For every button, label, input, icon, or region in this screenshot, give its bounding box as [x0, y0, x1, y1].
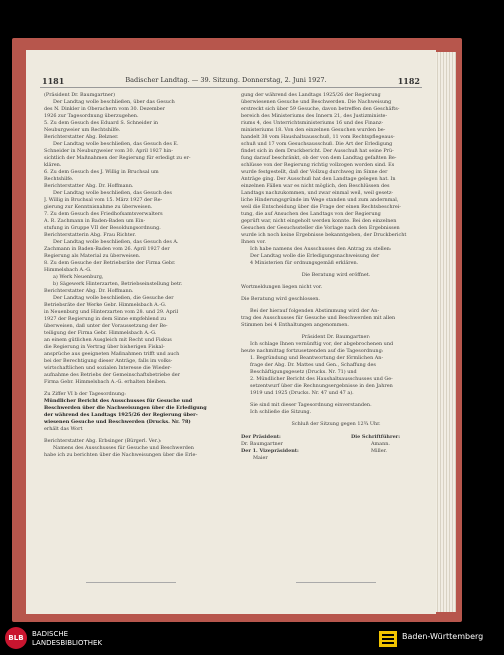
right-column-line: Ich schlage Ihnen vernünftig vor, der abgebrochenen und [250, 341, 394, 347]
left-column-line: 1927 der Regierung in dem Sinne empfehlend zu [44, 316, 167, 322]
signature-right-name: Amann. [371, 441, 390, 447]
right-column-line: Die Beratung wird geschlossen. [241, 296, 320, 302]
left-column-line: 5. Zu dem Gesuch des Eduard S. Schneider in [44, 120, 159, 126]
left-column-line: habe ich zu berichten über die Nachweisungen über die Erle- [44, 452, 198, 458]
page-edges [434, 52, 456, 612]
left-column-line: Mündlicher Bericht des Ausschusses für Gesuche und [44, 398, 193, 404]
right-column-line: Anträge ging. Der Ausschuß hat den Landtage gelegen hat. In [241, 176, 396, 182]
right-column-line: Der Landtag wolle die Erledigungsnachweisung der [250, 253, 380, 259]
left-column-line: Berichterstatter Abg. Erbsinger (Bürgerl. Ver.): [44, 438, 162, 444]
right-column-line: geprüft war, nicht eingeholt werden konnte. Bei den einzelnen [241, 218, 397, 224]
right-column-line: Schluß der Sitzung gegen 12¾ Uhr. [291, 421, 381, 427]
right-column-line: liche Hinderungsgründe im Wege standen und zum andernmal, [241, 197, 399, 203]
left-column-line: a) Werk Neuenburg, [53, 274, 104, 280]
left-column-line: 6. Zu dem Gesuch des J. Willig in Bruchsal um [44, 169, 159, 175]
left-column-line: Zachmann in Baden-Baden vom 26. April 1927 der [44, 246, 170, 252]
right-column-line: Ich habe namens des Ausschusses den Antrag zu stellen: [250, 246, 392, 252]
right-column-line: setzentwurf über die Rechnungsergebnisse in den Jahren [250, 383, 393, 389]
document-page [26, 50, 436, 614]
left-column-line: Betriebsräte der Werke Gebr. Himmelsbach A.-G. [44, 302, 167, 308]
right-column-line: 2. Mündlicher Bericht des Haushaltsausschusses und Ge- [250, 376, 393, 382]
left-column-line: Berichterstatter Abg. Dr. Hoffmann. [44, 288, 134, 294]
signature-left-title: Der Präsident: [241, 434, 281, 440]
left-column-line: Der Landtag wolle beschließen, das Gesuch des [53, 190, 172, 196]
right-column-line: findet sich in dem Druckbericht. Der Ausschuß hat seine Prü- [241, 148, 394, 154]
left-column-line: Himmelsbach A.-G. [44, 267, 92, 273]
left-column [44, 92, 234, 459]
right-column-line: Wortmeldungen liegen nicht vor. [241, 284, 323, 290]
right-column-line: gung der während des Landtags 1925/26 der Regierung [241, 92, 381, 98]
left-column-line: Berichterstatter Abg. Belzner. [44, 134, 119, 140]
left-column-line: Regierung als Material zu überweisen. [44, 253, 141, 259]
left-column-line: Neuburgweier um Rechtshilfe. [44, 127, 121, 133]
blb-name [32, 630, 102, 648]
right-column-line: trag des Ausschusses für Gesuche und Beschwerden mit allen [241, 315, 396, 321]
bw-text: Baden-Württemberg [402, 632, 484, 641]
right-column-line: bereich des Ministeriums des Innern 21, des Justizministe- [241, 113, 388, 119]
right-column-line: schlüsse von der Regierung richtig vollzogen worden sind. Es [241, 162, 395, 168]
blb-line1: BADISCHE [32, 630, 69, 638]
right-column-line: Bei der hierauf folgenden Abstimmung wird der An- [250, 308, 380, 314]
right-column-line: wurde festgestellt, daß der Vollzug durchweg im Sinne der [241, 169, 388, 175]
right-column-line: Präsident Dr. Baumgartner: [301, 334, 371, 340]
right-column-line: riums 4, des Unterrichtsministeriums 16 und des Finanz- [241, 120, 384, 126]
left-column-line: erhält das Wort [44, 426, 83, 432]
right-column-line: schuß und 17 vom Gesuchsausschuß. Die Art der Erledigung [241, 141, 393, 147]
header-rule [40, 87, 422, 88]
right-column-line: Die Beratung wird eröffnet. [301, 272, 371, 278]
right-column-line: wurde ich noch keine Ergebnisse bekanntgeben, der Druckbericht [241, 232, 407, 238]
right-column-line: einzelnen Fällen war es nicht möglich, den Beschlüssen des [241, 183, 390, 189]
bw-coat-of-arms-icon [378, 630, 398, 648]
left-column-line: b) Sägewerk Hinterzarten, Betriebseinstellung betr. [53, 281, 183, 287]
left-column-line: klären. [44, 162, 62, 168]
right-column-line: heute nachmittag fortzusetzenden auf die Tagesordnung: [241, 348, 384, 354]
right-column-line: Stimmen bei 4 Enthaltungen angenommen. [241, 322, 349, 328]
right-column-line: handelt 38 vom Haushaltsausschuß, 11 vom Rechtspflegeaus- [241, 134, 395, 140]
left-column-line: wiesenen Gesuche und Beschwerden (Drucks. Nr. 78) [44, 419, 191, 425]
left-column-line: Der Landtag wolle beschließen, das Gesuch des E. [53, 141, 179, 147]
right-column-line: Ihnen vor. [241, 239, 266, 245]
blb-line2: LANDESBIBLIOTHEK [32, 639, 103, 647]
left-column-line: Zu Ziffer VI b der Tagesordnung: [44, 391, 126, 397]
blb-logo: BLB [5, 627, 27, 649]
left-column-line: wirtschaftlichen und sozialen Interesse die Wieder- [44, 365, 172, 371]
left-column-end-rule [86, 582, 176, 583]
signature-left-title2: Der 1. Vizepräsident: [241, 448, 299, 454]
left-column-line: Firma Gebr. Himmelsbach A.-G. erhalten bleiben. [44, 379, 167, 385]
left-column-line: gierung zur Kenntnisnahme zu überweisen. [44, 204, 153, 210]
left-column-line: Der Landtag wolle beschließen, die Gesuche der [53, 295, 174, 301]
right-column-line: ministeriums 18. Von den einzelnen Gesuchen wurden be- [241, 127, 386, 133]
left-column-line: 7. Zu dem Gesuch des Friedhofsamtsverwalters [44, 211, 163, 217]
left-column-line: Der Landtag wolle beschließen, über das Gesuch [53, 99, 175, 105]
left-column-line: die Regierung in Vertrag über bisherigen Fiskal- [44, 344, 165, 350]
left-column-line: Berichterstatter Abg. Dr. Hoffmann. [44, 183, 134, 189]
right-column-line: Sie sind mit dieser Tagesordnung einverstanden. [250, 402, 372, 408]
right-column-line: Ich schließe die Sitzung. [250, 409, 312, 415]
header-title: Badischer Landtag. — 39. Sitzung. Donnerstag, 2. Juni 1927. [125, 76, 327, 84]
signature-left-name: Dr. Baumgartner [241, 441, 283, 447]
right-column-line: 1. Begründung und Beantwortung der förmlichen An- [250, 355, 384, 361]
right-column-line: weil die Entscheidung über die Frage der einen Rechtsbeschrei- [241, 204, 401, 210]
left-column-line: des N. Dinkler in Oberachern vom 30. Dezember [44, 106, 166, 112]
signature-block [241, 434, 431, 461]
right-column-line: 1919 und 1925 (Drucks. Nr. 47 und 47 a). [250, 390, 354, 396]
left-column-line: teiligung der Firma Gebr. Himmelsbach A.-G. [44, 330, 157, 336]
left-column-line: ansprüche aus geeigneten Maßnahmen trifft und auch [44, 351, 180, 357]
left-column-line: 1926 zur Tagesordnung überzugehen. [44, 113, 139, 119]
running-header [26, 76, 436, 86]
page-number-left: 1181 [42, 76, 65, 86]
left-column-line: J. Willig in Bruchsal vom 15. März 1927 der Re- [44, 197, 163, 203]
right-column-end-rule [296, 582, 376, 583]
left-column-line: bei der Berechtigung dieser Anträge, falls im volks- [44, 358, 173, 364]
left-column-line: Berichterstatterin Abg. Frau Richter. [44, 232, 136, 238]
right-column [241, 92, 431, 461]
left-column-line: sichtlich der Maßnahmen der Regierung für erledigt zu er- [44, 155, 191, 161]
signature-left-name2: Maier [253, 455, 268, 461]
left-column-line: Der Landtag wolle beschließen, das Gesuch des A. [53, 239, 179, 245]
left-column-line: Rechtshilfe. [44, 176, 74, 182]
left-column-line: Beschwerden über die Nachweisungen über die Erledigung [44, 405, 207, 411]
left-column-line: (Präsident Dr. Baumgartner) [44, 92, 115, 98]
right-column-line: tung, die auf Ansuchen des Landtags von der Regierung [241, 211, 381, 217]
left-column-line: Namens des Ausschusses für Gesuche und Beschwerden [53, 445, 194, 451]
right-column-line: überwiesenen Gesuche und Beschwerden. Die Nachweisung [241, 99, 392, 105]
left-column-line: aufnahme des Betriebs der Gemeinschaftsbetriebe der [44, 372, 181, 378]
right-column-line: erstreckt sich über 59 Gesuche, davon betreffen den Geschäfts- [241, 106, 400, 112]
left-column-line: in Neuenburg und Hinterzarten vom 28. und 29. April [44, 309, 179, 315]
footer-bar [0, 622, 504, 655]
left-column-line: stufung in Gruppe VII der Besoldungsordnung. [44, 225, 161, 231]
left-column-line: Schneider in Neuburgweier vom 30. April 1927 hin- [44, 148, 173, 154]
left-column-line: 8. Zu dem Gesuche der Betriebsräte der Firma Gebr. [44, 260, 176, 266]
left-column-line: der während des Landtags 1925/26 der Regierung über- [44, 412, 198, 418]
signature-right-name2: Miller. [371, 448, 387, 454]
right-column-line: 4 Ministerien für ordnungsgemäß erklären. [250, 260, 359, 266]
page-number-right: 1182 [397, 76, 420, 86]
right-column-line: Gesuchen der Gesuchssteller die Vorlage nach den Ergebnissen [241, 225, 400, 231]
left-column-line: A. R. Zachmann in Baden-Baden um Ein- [44, 218, 146, 224]
right-column-line: fung darauf beschränkt, ob der von dem Landtag gefaßten Be- [241, 155, 397, 161]
left-column-line: überweisen, daß unter der Voraussetzung der Be- [44, 323, 168, 329]
right-column-line: frage der Abg. Dr. Mattes und Gen., Schaffung des [250, 362, 376, 368]
signature-right-title: Die Schriftführer: [351, 434, 401, 440]
left-column-line: an einem gütlichen Ausgleich mit Recht und Fiskus [44, 337, 172, 343]
right-column-line: Beschäftigungsgesetz (Drucks. Nr. 71) und [250, 369, 357, 375]
right-column-line: Landtags nachzukommen, und zwar einmal weil, weil gesetz- [241, 190, 394, 196]
